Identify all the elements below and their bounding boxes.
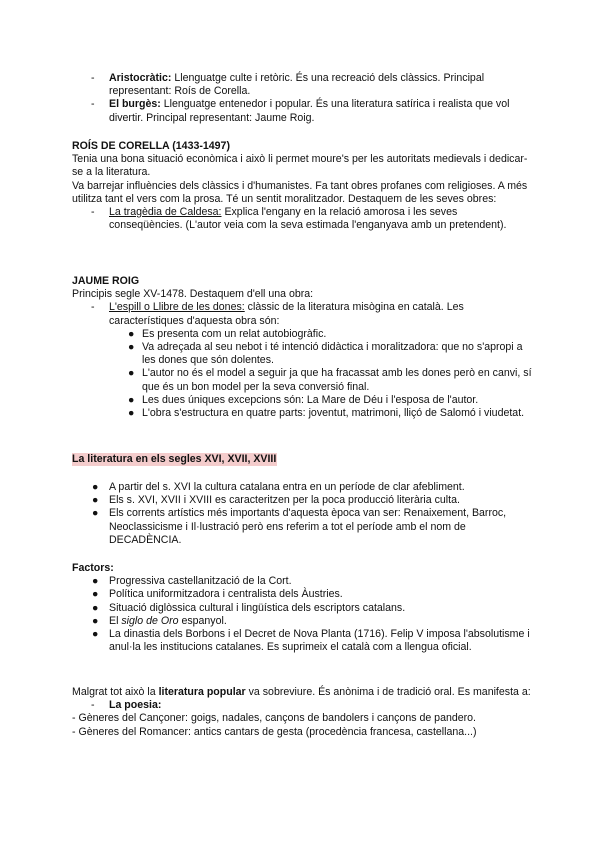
bullet-marker: ● (92, 614, 99, 627)
list-item (72, 72, 532, 98)
highlighted-heading: La literatura en els segles XVI, XVII, XVIII (72, 453, 277, 465)
item-text-post: espanyol. (178, 614, 227, 627)
text-pre: Malgrat tot això la (72, 686, 159, 698)
item-text: Els corrents artístics més importants d'aquesta època van ser: Renaixement, Barroc, Neoclassicisme i Il·lustració però ens referim a tot el període amb el nom de DECADÈNCIA. (109, 507, 507, 546)
paragraph: Tenia una bona situació econòmica i això li permet moure's per les autoritats medievals i dedicar-se a la literatura. (72, 153, 528, 179)
item-text: L'autor no és el model a seguir ja que ha fracassat amb les dones però en canvi, sí que és un bon model per la seva conversió final. (142, 367, 532, 393)
list-item (72, 328, 532, 341)
bullet-marker: ● (128, 367, 135, 380)
popular-section (72, 686, 532, 739)
list-item (72, 699, 532, 712)
section-heading: JAUME ROIG (72, 275, 140, 287)
bullet-marker: ● (92, 507, 99, 520)
item-text: L'obra s'estructura en quatre parts: joventut, matrimoni, lliçó de Salomó i viudetat. (142, 407, 525, 420)
item-text: A partir del s. XVI la cultura catalana entra en un període de clar afebliment. (109, 481, 465, 493)
work-title: La tragèdia de Caldesa: (109, 206, 222, 219)
bullet-marker: ● (92, 628, 99, 641)
dash-marker: - (91, 301, 95, 314)
bullet-marker: ● (92, 494, 99, 507)
list-item (72, 494, 532, 507)
text-bold: literatura popular (158, 686, 246, 698)
list-item (72, 481, 532, 494)
dash-marker: - (91, 72, 95, 84)
list-item (72, 341, 532, 367)
dash-marker: - (91, 98, 95, 111)
work-title: L'espill o Llibre de les dones: (109, 301, 245, 314)
paragraph: - Gèneres del Romancer: antics cantars de gesta (procedència francesa, castellana...) (72, 725, 477, 738)
item-text: Va adreçada al seu nebot i té intenció didàctica i moralitzadora: que no s'apropi a les dones que són dolentes. (142, 341, 523, 367)
item-label: Aristocràtic: (109, 72, 172, 84)
list-item (72, 602, 532, 615)
item-text: Les dues úniques excepcions són: La Mare de Déu i l'esposa de l'autor. (142, 393, 479, 406)
item-label: El burgès: (109, 98, 161, 111)
list-item (72, 206, 532, 232)
item-text: Es presenta com un relat autobiogràfic. (142, 327, 327, 340)
bullet-marker: ● (92, 481, 99, 493)
segles-list (72, 481, 532, 547)
item-text: La dinastia dels Borbons i el Decret de Nova Planta (1716). Felip V imposa l'absolutisme i anul·la les institucions catalanes. Es suprimeix el català com a llengua oficial. (109, 628, 530, 654)
list-item (72, 98, 532, 124)
paragraph: - Gèneres del Cançoner: goigs, nadales, cançons de bandolers i cançons de pandero. (72, 712, 477, 725)
bullet-marker: ● (128, 393, 135, 406)
roig-section (72, 275, 532, 420)
bullet-marker: ● (128, 327, 135, 340)
item-text: Situació diglòssica cultural i lingüística dels escriptors catalans. (109, 601, 406, 614)
item-text: Els s. XVI, XVII i XVIII es caracteritzen per la poca producció literària culta. (109, 494, 460, 507)
item-text-italic: siglo de Oro (121, 614, 179, 627)
list-item (72, 588, 532, 601)
list-item (72, 407, 532, 420)
item-text: Llenguatge culte i retòric. És una recreació dels clàssics. Principal representant: Roís de Corella. (109, 72, 485, 98)
intro-list (72, 72, 532, 125)
item-label: La poesia: (109, 699, 162, 712)
list-item (72, 394, 532, 407)
bullet-marker: ● (92, 601, 99, 614)
bullet-marker: ● (128, 407, 135, 420)
item-text: Progressiva castellanització de la Cort. (109, 575, 292, 588)
list-item (72, 507, 532, 547)
work-text: Explica l'engany en la relació amorosa i les seves conseqüències. (L'autor veia com la seva estimada l'enganyava amb un pretendent). (109, 206, 507, 232)
list-item (72, 575, 532, 588)
factors-section (72, 562, 532, 654)
list-item (72, 301, 532, 327)
bullet-marker: ● (92, 588, 99, 601)
list-item (72, 628, 532, 654)
list-item (72, 367, 532, 393)
work-text: clàssic de la literatura misògina en català. Les característiques d'aquesta obra són: (109, 301, 464, 327)
bullet-marker: ● (128, 341, 135, 354)
text-post: va sobreviure. És anònima i de tradició oral. Es manifesta a: (245, 686, 531, 698)
paragraph (72, 686, 532, 699)
dash-marker: - (91, 699, 95, 712)
bullet-marker: ● (92, 575, 99, 588)
paragraph: Va barrejar influències dels clàssics i d'humanistes. Fa tant obres profanes com religioses. A més utilitza tant el vers com la prosa. Té un sentit moralitzador. Destaquem de les seves obres: (72, 179, 528, 205)
dash-marker: - (91, 206, 95, 219)
segles-section (72, 453, 532, 466)
item-text: Llenguatge entenedor i popular. És una literatura satírica i realista que vol divertir. Principal representant: Jaume Roig. (109, 98, 510, 124)
section-heading: Factors: (72, 562, 114, 574)
paragraph: Principis segle XV-1478. Destaquem d'ell una obra: (72, 288, 314, 301)
item-text-pre: El (109, 614, 122, 627)
corella-section (72, 140, 532, 232)
list-item (72, 615, 532, 628)
section-heading: ROÍS DE CORELLA (1433-1497) (72, 140, 230, 152)
item-text: Política uniformitzadora i centralista dels Àustries. (109, 588, 343, 601)
